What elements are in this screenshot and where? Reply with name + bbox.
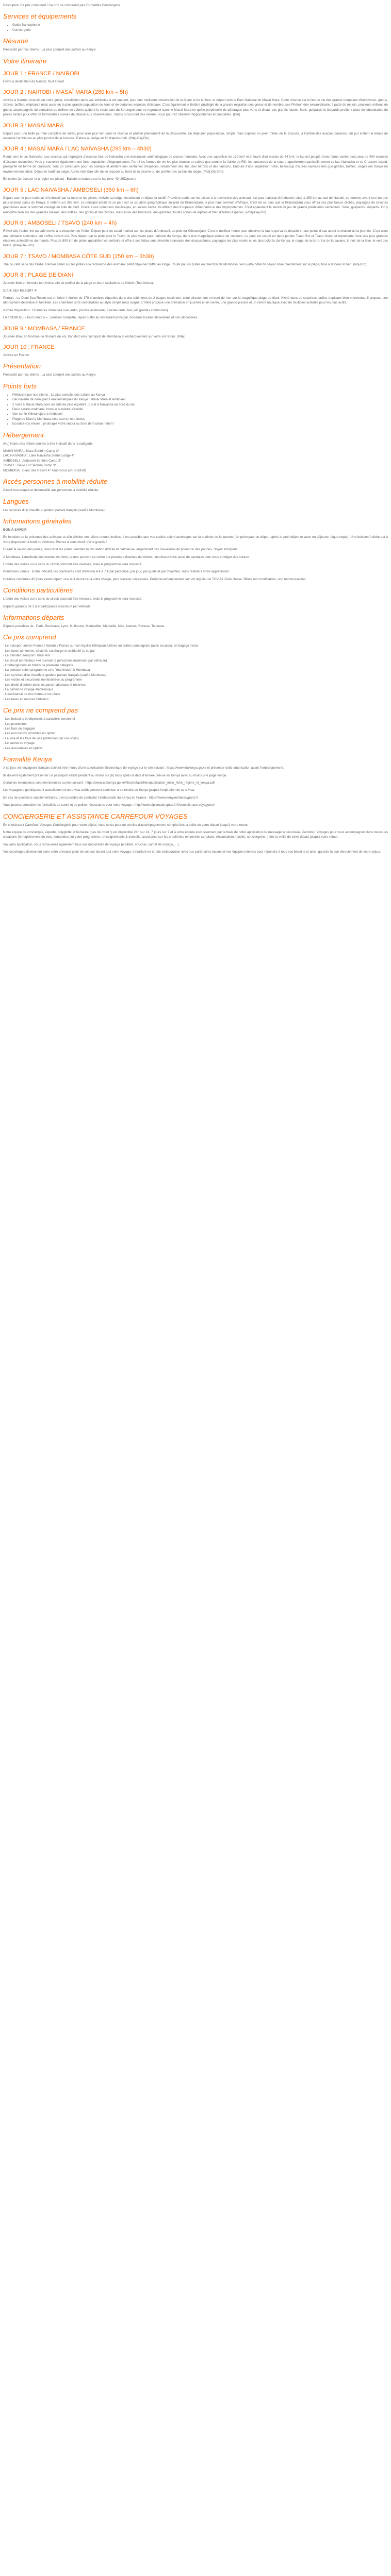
list-item: - Les droits d'entrée dans les parcs nationaux et réserves bbox=[3, 683, 86, 687]
conditions-title: Conditions particulières bbox=[3, 586, 73, 595]
day-heading: JOUR 6 : AMBOSELI / TSAVO (240 km – 4h) bbox=[3, 220, 117, 227]
day-heading: JOUR 8 : PLAGE DE DIANI bbox=[3, 272, 73, 279]
hebergement-list bbox=[3, 449, 388, 473]
list-item: - L'hébergement en hôtels de première catégorie bbox=[3, 664, 73, 667]
list-item: • Plébiscité par nos clients : La plus complet des safaris au Kenya bbox=[12, 393, 388, 397]
prix-comprend-title: Ce prix comprend bbox=[3, 633, 56, 641]
hotel-name: DIANI SEA RESORT 4* bbox=[3, 289, 38, 293]
services-list bbox=[3, 23, 388, 32]
list-item: • Guide francophone bbox=[12, 23, 388, 27]
infos-generales-title: Informations générales bbox=[3, 517, 72, 525]
prix-ne-comprend-section bbox=[3, 706, 388, 751]
langues-text: Les services d'un chauffeur-guideur parlant français (sauf à Mombasa) bbox=[3, 508, 105, 512]
conditions-section bbox=[3, 586, 388, 609]
hotel-portrait: Portrait : Le Diani Sea Resort est un hôtel 4 étoiles de 170 chambres réparties dans des bâtiments de 2 étages maximum, situé directement en bord de mer sur la magnifique plage de diani. Niché dans de superbes jardins tropicaux bien entretenus, il propose une atmosphère détendue et familiale. Les chambres sont confortables au style simple mais soigné. L'hôtel propose une animation en journée et en soirée, une grande piscine et un centre nautique avec de multiples activités pour les plus actifs. bbox=[3, 296, 388, 305]
day-heading: JOUR 4 : MASAÏ MARA / LAC NAIVASHA (295 km – 4h30) bbox=[3, 146, 152, 152]
list-item: - Les excursions possibles en option bbox=[3, 732, 56, 736]
list-item: - La pension selon programme et le "tout inclus" à Mombasa bbox=[3, 668, 90, 672]
list-item: - Le transfert aéroport / hôtel A/R bbox=[3, 654, 51, 658]
conciergerie-para: En choisissant Carrefour Voyages Conciergerie pour votre séjour, vous optez pour un service d'accompagnement complet dès la veille de votre départ jusqu'à votre retour. bbox=[3, 823, 249, 827]
info-para: En fonction de la présence des animaux et afin d'éviter des allers-retours inutiles, il est possible que vos safaris soient aménagés sur la matinée ou la journée (en prévoyant un départ après le petit déjeuner avec un déjeuner pique-nique). Une boisson fraîche est à votre disposition à bord du véhicule. Prenez à vous munir d'une gourde ! bbox=[3, 535, 388, 544]
conciergerie-para: Vos concierges deviennent alors votre principal point de contact durant tout votre voyage, travaillant en étroite collaboration avec nos partenaires locaux et nos équipes internes pour répondre à tous vos besoins et ainsi, garantir la bon déroulement de votre séjour. bbox=[3, 850, 381, 854]
day-text: Réveil dès l'aube, thé ou café servis à la réception de l'hôtel. Départ pour un safari matinal sur les pistes d'Amboseli, au pied du Kilimandjaro. C'est le meilleur heure pour observer la faune qui va se désaltérer aux points d'eau avant la chaleur de la journée. C'est alors une véritable splendeur qui s'offre devant soi. Puis départ par la piste pour le Tsavo, le plus vaste parc national du Kenya, dans une magnifique palette de couleurs. Le parc est coupé en deux parties Tsavo Est et Tsavo Ouest et représente l'une des plus grandes réserves animalières du monde. Plus de 800 km de pistes quadrillent ce territoire et offre à ses hôtes une diversité étonnante des écosystèmes, paysages les plus variés et les plus colorés du Kenya, le rouge de la terre, l'or de la savane, le noir de la lave, le vert des forêts. (Pdéj-Déj-Dîn). bbox=[3, 229, 388, 248]
page bbox=[0, 0, 391, 873]
list-item: - Les assurances en option bbox=[3, 746, 42, 750]
acces-title: Accès personnes à mobilité réduite bbox=[3, 478, 108, 486]
conciergerie-para: Via votre application, vous retrouverez également tous vos documents de voyage (e-billets, voucher, carnet de voyage, ...) bbox=[3, 842, 179, 846]
list-item: • Deux safaris matinaux, lorsque la nature s'éveille bbox=[12, 407, 388, 412]
list-item: TSAVO : Tsavo Ext Sentrim Camp 3* bbox=[3, 464, 57, 468]
list-item: - La carnet de voyage électronique bbox=[3, 688, 53, 692]
hotel-formula: LA FORMULE « tout compris » : pension complète, repas buffet au restaurant principal, boissons locales alcoolisées et non alcoolisées. bbox=[3, 316, 199, 320]
list-item: - Les taxes aériennes, sécurité, surcharge et solidarité (1 ou par bbox=[3, 649, 95, 653]
formalite-para: Ils doivent également présenter un passeport valide pendant au moins six (6) mois après la date d'arrivée prévue au Kenya avec au moins une page vierge. bbox=[3, 773, 227, 777]
day-text: Thé ou café servi dès l'aube. Dernier safari sur les pistes à la recherche des animaux. Petit déjeuner buffet au lodge. Route par les pistes en direction de Mombasa, vers votre hôtel de séjour situé directement sur la plage, face à l'Océan Indien. (Pdj-Dîn). bbox=[3, 262, 367, 266]
info-para: Pourboires usuels : à titre indicatif, les pourboires sont d'environ 4 € à 7 € par personne, par jour, par guide et par chauffeur, mais restent à votre appréciation. bbox=[3, 570, 230, 574]
list-item: - Les services d'un chauffeur-guideur parlant français (sauf à Mombasa) bbox=[3, 673, 107, 677]
points-forts-title: Points forts bbox=[3, 382, 37, 390]
itinerary-title: Votre itinéraire bbox=[3, 57, 47, 65]
day-heading: JOUR 1 : FRANCE / NAIROBI bbox=[3, 70, 79, 77]
day-heading: JOUR 3 : MASAÏ MARA bbox=[3, 122, 64, 129]
day-text: En option (à réserver et à régler sur place) : Balade en bateau sur le lac (env. 40 USD/pers.). bbox=[3, 177, 137, 181]
info-para: L'ordre des visites ou le sens du circuit pourront être inversés, mais le programme sera respecté. bbox=[3, 562, 142, 566]
day-text: Route vers le lac Naivasha. Les oiseaux qui regorgent d'oiseaux font de Naivasha une destination ornithologique de classe mondiale. Avec une superficie de 139 km² et entouré d'un marais de 64 km², le lac est peuplé d'une faune variée avec plus de 400 espèces d'oiseaux recensées. Vous y trouverez également une forte population d'hippopotames. Parmi les formes de vie les plus douces et salées que compte la Vallée du Rift, les amoureux de la nature apprécieront particulièrement ce lac. Naivasha et se Crescent Island, presqu'île en forme de croissant, sont un sanctuaire pour les oiseaux et abritent des centaines d'espèces, notamment des ibis, des hérons et des faucons. Entouré d'une végétation riche, beaucoup d'autres espèces tels que girafes, buffles, singes ont trouvé un environnement idéal. Déjeuner tardif au lodge. Après-midi libre afin de se reposer au bord de la piscine ou de profiter des jardins du lodge. (Pdéj-Déj-Dîn). bbox=[3, 155, 388, 174]
list-item: - Les pourboires bbox=[3, 722, 27, 726]
acces-text: Circuit non adapté et déconseillé aux personnes à mobilité réduite. bbox=[3, 488, 99, 493]
points-forts-section bbox=[3, 382, 388, 427]
day-heading: JOUR 9 : MOMBASA / FRANCE bbox=[3, 325, 85, 332]
list-item: • Plage de Diani à Mombasa côte sud en tout-inclus bbox=[12, 417, 388, 421]
day-text: Journée libre, en fonction de l'horaire du vol, transfert vers l'aéroport de Mombasa et embarquement sur votre vol retour. (Pdéj). bbox=[3, 334, 187, 338]
day-text: Arrivée à Nairobi. Accueil par votre guide. Installation dans vos véhicules à toit ouvrant, pour une meilleure observation de la faune et de la flore, et départ vers le Parc National de Masaï Mara. Cette réserve est le lieu de vie des grands troupeaux d'herbivores, gnous, zèbres, buffles, éléphants mais aussi de la plus grande population de lions et de certaines espèces d'oiseaux. C'est également le théâtre privilégié de la grande migration des gnous et de nombreuses Phénomène extraordinaire, à partir de mi-juin, plusieurs millions de gnous accompagnés de centaines de milliers de zèbres quittent le vaste parc du Serengeti pour se regrouper dans le Masaï Mara en quête perpétuelle de pâturages plus verts et d'eau. Les grands fauves, lions, guépards et léopards profitent alors de l'abondance de proies faciles pour offrir de formidables scènes de chasse aux observateurs. Tandis qu'au bord des rivières, vous pourrez observer hippopotames et crocodiles. (Dîn). bbox=[3, 98, 388, 117]
infos-departs-section bbox=[3, 614, 388, 629]
tabs-line: Description Ce prix comprend / Ce prix ne comprend pas Formalités Conciergerie bbox=[3, 4, 121, 7]
list-item: • Ecoutez vos envies : prolongez votre séjour au bord de l'océan Indien ! bbox=[12, 421, 388, 426]
resume-text: Plébiscité par nos clients : La plus complet des safaris au Kenya bbox=[3, 48, 96, 52]
itinerary-section bbox=[3, 57, 388, 358]
list-item: - Les frais de bagages bbox=[3, 727, 36, 731]
presentation-text: Plébiscité par nos clients : La plus complet des safaris au Kenya bbox=[3, 373, 96, 377]
list-item: MOMBASA : Diani Sea Resort 4* Tout-inclus (ch. Confort) bbox=[3, 468, 86, 472]
hebergement-section bbox=[3, 431, 388, 473]
langues-section bbox=[3, 498, 388, 513]
conciergerie-section bbox=[3, 812, 388, 855]
formalite-para: Vous pouvez consulter les formalités de santé et de police nécessaires pour votre voyage : http://www.diplomatie.gouv.fr/fr/conseils-aux-voyageurs/ bbox=[3, 803, 215, 807]
list-item: • Découverte de deux parcs emblématiques du Kenya : Masaï Mara et Amboseli bbox=[12, 397, 388, 402]
presentation-section bbox=[3, 362, 388, 377]
conciergerie-title: CONCIERGERIE ET ASSISTANCE CARREFOUR VOYAGES bbox=[3, 812, 188, 820]
info-para: A Mombasa, l'amplitude des marées est forte, la mer pouvant se retirer sur plusieurs dizaines de mètres : munissez-vous aussi de sandales pour vous protéger des coraux. bbox=[3, 555, 250, 559]
list-item: LAC NAIVASHA : Lake Naivasha Simba Lodge 4* bbox=[3, 454, 75, 458]
prix-ne-comprend-list bbox=[3, 717, 388, 751]
hotel-amenities: A votre disposition : Chambres climatisée vue jardin, piscine extérieure, 2 restaurants, bar, wifi (parties communes) bbox=[3, 308, 168, 312]
formalite-section bbox=[3, 755, 388, 807]
formalite-para: A ce jour, les voyageurs français doivent être munis d'une autorisation électronique de voyage sur le site suivant : https://www.etakenya.go.ke et présenter cette autorisation avant l'embarquement. bbox=[3, 766, 284, 770]
list-item: MASAÏ MARA : Mara Sentrim Camp 3* bbox=[3, 449, 59, 453]
list-item: - Le visa et les frais de visa (obtention par vos soins) bbox=[3, 736, 79, 740]
resume-section bbox=[3, 37, 388, 52]
day-heading: JOUR 2 : NAIROBI / MASAÏ MARA (280 km – 5h) bbox=[3, 89, 128, 96]
list-item: - Le transport aérien France / Nairobi / France sur vol régulier Ethiopian Airlines ou autres compagnies (avec escales), en bagage inclus bbox=[3, 644, 199, 648]
resume-title: Résumé bbox=[3, 37, 28, 45]
hebergement-title: Hébergement bbox=[3, 431, 44, 439]
list-item: • Conciergerie bbox=[12, 28, 388, 32]
day-text: Départ pour le parc national d'Amboseli par la route et les pistes. Arrivée au lodge, installation et déjeuner tardif. Première sortie sur les pistes à la recherche des animaux. Le parc national d'Amboseli, situé à 250 km au sud de Nairobi, se termine avant est l'un des plus anciens parcs du Kenya. Il s'étend sur 392 km². Le principal attrait de ce parc est sa situation géographique au pied du Kilimandjaro, le plus haut sommet d'Afrique. C'est de ce parc que le Kilimandjaro vous offrira ses plus beaux clichés, paysages de savanes grandioses avec le sommet enneigé en toile de fond. Grâce à ces nombreux marécages, en saison sèche, ils attirent des troupeaux d'éléphants et des hippopotames. C'est également le terrain de jeu de grands prédateurs carnivores : lions, guépards, léopards. On y rencontre bien sur des grandes masaïs, des buffles, des gnous et des zèbres, mais aussi des babouins, des gazelles, toutes sortes de reptiles et bien d'autres espèces. (Pdéj-Déj-Dîn). bbox=[3, 196, 388, 214]
day-heading: JOUR 5 : LAC NAIVASHA / AMBOSELI (350 km – 6h) bbox=[3, 187, 139, 193]
formalite-title: Formalité Kenya bbox=[3, 755, 52, 764]
prix-comprend-section bbox=[3, 633, 388, 702]
conditions-para: Départs garantis de 3 à 6 participants maximum par véhicule bbox=[3, 604, 91, 608]
day-text: Envol à destination de Nairobi. Nuit à bord. bbox=[3, 79, 65, 83]
day-text: Journée libre en formule tout inclus afin de profiter de la plage et des installations de l'hôtel. (Tout inclus). bbox=[3, 281, 154, 285]
hebergement-intro: (NL) Noms des hôtels donnés à titre indicatif dans la catégorie bbox=[3, 442, 93, 446]
points-forts-list bbox=[3, 393, 388, 427]
infos-departs-text: Départs possibles de : Paris, Bordeaux, Lyon, Mulhouse, Montpellier, Marseille, Nice, Nantes, Rennes, Toulouse bbox=[3, 624, 165, 628]
presentation-title: Présentation bbox=[3, 362, 41, 370]
list-item: • Vue sur le Kilimandjaro à Amboseli bbox=[12, 412, 388, 416]
formalite-para: Les voyageurs qui disposent actuellement d'un e-visa valide peuvent continuer à se rendre au Kenya jusqu'à l'expiration de ce e-visa. bbox=[3, 788, 195, 792]
day-heading: JOUR 7 : TSAVO / MOMBASA CÔTE SUD (250 km – 3h30) bbox=[3, 253, 154, 260]
formalite-para: Certaines exemptions sont mentionnées au lien suivant : https://www.etakenya.go.ke/files/default/files/publication_mise_fiche_régime_ki_kenya.pdf bbox=[3, 781, 215, 785]
list-item: AMBOSELI : Amboseli Sentrim Camp 3* bbox=[3, 459, 61, 463]
langues-title: Langues bbox=[3, 497, 29, 505]
list-item: - L'assistance de nos bureaux sur place bbox=[3, 692, 60, 697]
list-item: - Les visites et excursions mentionnées au programme bbox=[3, 678, 82, 682]
services-title: Services et équipements bbox=[3, 12, 77, 21]
acces-section bbox=[3, 478, 388, 493]
list-item: - Le carnet de voyage bbox=[3, 741, 35, 745]
day-heading: JOUR 10 : FRANCE bbox=[3, 344, 55, 350]
conciergerie-para: Notre équipe de concierges, experte, polyglotte et humaine (pas de robot !) est disponible 24h sur 24, 7 jours sur 7 et à votre écoute exclusivement par le biais de notre application de messagerie sécurisée, Carrefour Voyages pour vous accompagner dans toutes les situations (enregistrement de vols, demandes sur votre programme, renseignements & conseils, assistance sur les problèmes rencontrés sur place, réclamations (facile), conciergerie...) dès la veille de votre départ jusqu'à votre retour. bbox=[3, 830, 388, 839]
bon-a-savoir-label: BON À SAVOIR bbox=[3, 528, 27, 532]
prix-comprend-list bbox=[3, 643, 388, 702]
info-para: Durant la saison des pluies, l'eau rend les pistes, rendant la circulation difficile et cahoteuse, engendrant des crevaisons de pneus ou des pannes. Soyez indulgent ! bbox=[3, 548, 239, 552]
prix-ne-comprend-title: Ce prix ne comprend pas bbox=[3, 706, 78, 715]
day-text: Départ pour une belle journée complète de safari, pour aller plus loin dans la réserve et profiter pleinement de la découverte. Un déjeuner pique-nique, simple mais copieux en plein milieu de la brousse, à l'ombre des acacias parasols. Un pur instant le temps de ressentir l'ambiance au plus proche de la brousse. Retour au lodge en fin d'après-midi. (Pdéj-Déj-Dîn). bbox=[3, 131, 388, 141]
conditions-para: L'ordre des visites ou le sens du circuit pourront être inversés, mais le programme sera respecté. bbox=[3, 597, 142, 601]
infos-departs-title: Informations départs bbox=[3, 613, 64, 621]
list-item: - Le circuit en minibus 4x4 ouvrant (6 personnes maximum par véhicule) bbox=[3, 658, 107, 663]
services-section bbox=[3, 12, 388, 32]
formalite-para: En cas de questions supplémentaires, il est possible de contacter l'ambassade du Kenya en France : https://www.kenyaembassyparis.fr bbox=[3, 795, 199, 800]
list-item: • 2 nuits à Masaï Mara pour un safaree plus équilibré, 1 nuit à Naivasha au bord du lac bbox=[12, 402, 388, 407]
infos-generales-section bbox=[3, 517, 388, 582]
day-text: Arrivée en France bbox=[3, 353, 29, 357]
info-para: Horaires confirmés 45 jours avant départ, une nuit de transit à votre charge, peut s'avérer nécessaire. Pré/post-acheminement sur vol régulier ou TGV Air Zodo classe. Billets non modifiables, non remboursables. bbox=[3, 577, 307, 581]
list-item: - Les taxes et services hôteliers bbox=[3, 697, 49, 701]
list-item: - Les boissons et dépenses à caractère personnel bbox=[3, 717, 75, 721]
